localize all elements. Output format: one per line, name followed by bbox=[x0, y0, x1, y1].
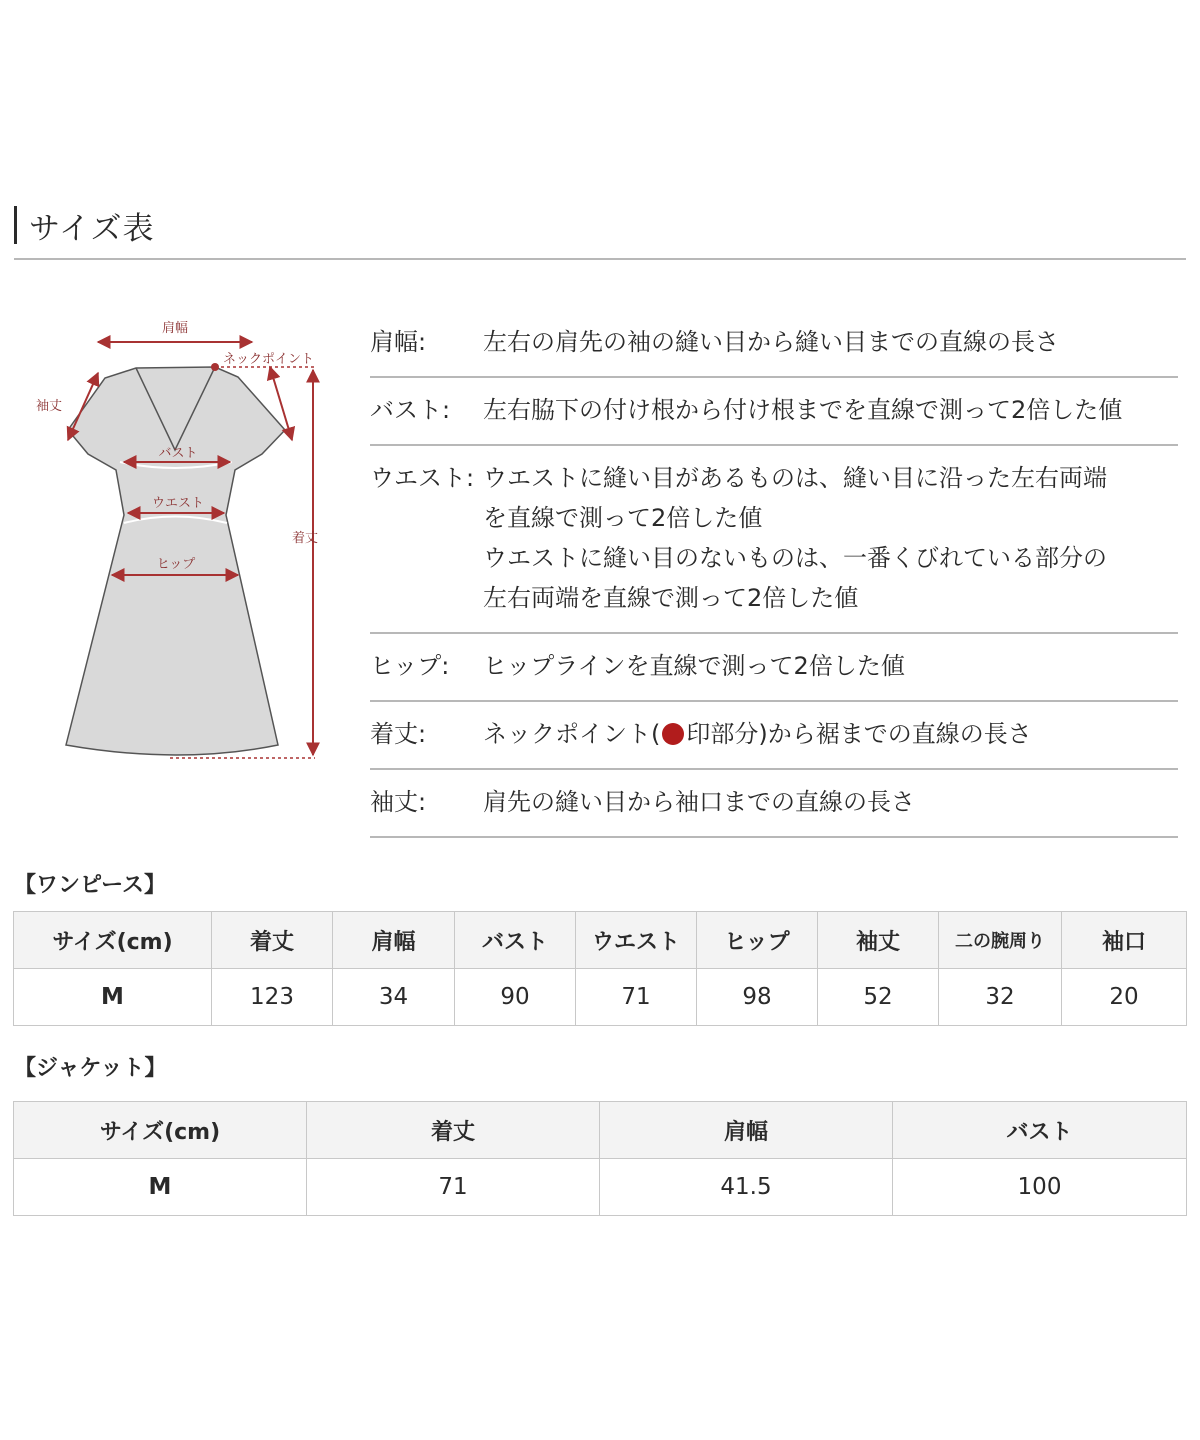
table-cell: 100 bbox=[893, 1159, 1187, 1216]
table-cell: 90 bbox=[455, 969, 576, 1026]
desc-key: 袖丈: bbox=[370, 788, 427, 816]
desc-value: ヒップラインを直線で測って2倍した値 bbox=[483, 652, 905, 680]
header-cell: サイズ(cm) bbox=[14, 1102, 307, 1159]
desc-value: ウエストに縫い目があるものは、縫い目に沿った左右両端 を直線で測って2倍した値 ウエストに縫い目のないものは、一番くびれている部分の 左右両端を直線で測って2倍した値 bbox=[483, 464, 1107, 612]
sleeve-label: 袖丈 bbox=[36, 399, 63, 414]
header-cell: 肩幅 bbox=[600, 1102, 893, 1159]
bust-label: バスト bbox=[158, 446, 198, 461]
desc-row-bust bbox=[370, 378, 1178, 446]
shoulder-label: 肩幅 bbox=[161, 321, 189, 336]
table-cell: 71 bbox=[576, 969, 697, 1026]
table-cell: 32 bbox=[939, 969, 1062, 1026]
header-cell: 肩幅 bbox=[333, 912, 455, 969]
header-cell: サイズ(cm) bbox=[14, 912, 212, 969]
table-cell: 123 bbox=[212, 969, 333, 1026]
table-cell: 52 bbox=[818, 969, 939, 1026]
jacket-title: 【ジャケット】 bbox=[14, 1056, 167, 1081]
dress-diagram bbox=[30, 310, 350, 770]
table-cell: 20 bbox=[1062, 969, 1187, 1026]
header-cell: ウエスト bbox=[576, 912, 697, 969]
table-cell: 71 bbox=[307, 1159, 600, 1216]
table-cell: 34 bbox=[333, 969, 455, 1026]
desc-key: ウエスト: bbox=[370, 464, 475, 492]
onepiece-size-table bbox=[13, 911, 1187, 1026]
title-bar bbox=[14, 206, 17, 244]
desc-value: 左右脇下の付け根から付け根までを直線で測って2倍した値 bbox=[483, 396, 1123, 424]
table-cell: 41.5 bbox=[600, 1159, 893, 1216]
desc-row-hip bbox=[370, 634, 1178, 702]
dress-diagram-svg bbox=[30, 310, 350, 770]
desc-key: 肩幅: bbox=[370, 328, 427, 356]
desc-key: ヒップ: bbox=[370, 652, 450, 680]
table-header-row bbox=[14, 912, 1187, 969]
desc-key: バスト: bbox=[370, 396, 451, 424]
hip-label: ヒップ bbox=[156, 557, 196, 572]
waist-label: ウエスト bbox=[151, 496, 205, 511]
desc-row-sleeve bbox=[370, 770, 1178, 838]
measurement-descriptions bbox=[370, 310, 1178, 838]
page-title bbox=[14, 203, 155, 247]
header-cell: 二の腕周り bbox=[939, 912, 1062, 969]
header-cell: バスト bbox=[455, 912, 576, 969]
desc-row-shoulder bbox=[370, 310, 1178, 378]
table-header-row bbox=[14, 1102, 1187, 1159]
header-cell: 袖丈 bbox=[818, 912, 939, 969]
desc-row-length bbox=[370, 702, 1178, 770]
onepiece-title: 【ワンピース】 bbox=[14, 873, 167, 898]
header-cell: 着丈 bbox=[307, 1102, 600, 1159]
desc-row-waist bbox=[370, 446, 1178, 634]
desc-key: 着丈: bbox=[370, 720, 427, 748]
table-cell: 98 bbox=[697, 969, 818, 1026]
table-cell: M bbox=[14, 1159, 307, 1216]
table-row bbox=[14, 969, 1187, 1026]
red-dot-icon bbox=[662, 723, 684, 745]
desc-value: 左右の肩先の袖の縫い目から縫い目までの直線の長さ bbox=[483, 328, 1059, 356]
header-cell: バスト bbox=[893, 1102, 1187, 1159]
header-cell: 着丈 bbox=[212, 912, 333, 969]
desc-value: ネックポイント( 印部分)から裾までの直線の長さ bbox=[483, 720, 1032, 748]
neckpoint-label: ネックポイント bbox=[223, 352, 315, 367]
desc-value: 肩先の縫い目から袖口までの直線の長さ bbox=[483, 788, 915, 816]
header-cell: ヒップ bbox=[697, 912, 818, 969]
jacket-size-table bbox=[13, 1101, 1187, 1216]
title-divider bbox=[14, 258, 1186, 260]
header-cell: 袖口 bbox=[1062, 912, 1187, 969]
length-label: 着丈 bbox=[292, 531, 319, 546]
page-title-text: サイズ表 bbox=[29, 210, 155, 247]
table-cell: M bbox=[14, 969, 212, 1026]
table-row bbox=[14, 1159, 1187, 1216]
